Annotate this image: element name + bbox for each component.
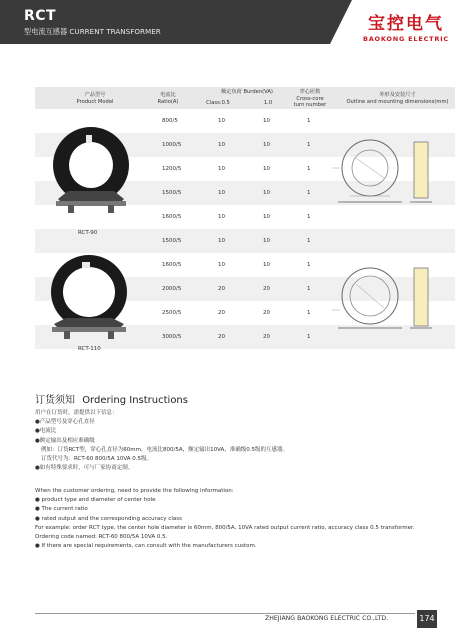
page-header [0,0,471,60]
brand-logo [363,9,449,43]
ordering-text-cn [35,409,455,473]
header-burden: 额定负荷 Burden(VA) [221,89,273,95]
ordering-cn-line: 例如：订货RCT型，穿心孔直径为60mm，电流比800/5A，额定输出10VA，准确级0.5级的互感器。 [41,446,288,453]
table-row: 2500/5 20 20 1 [162,310,311,316]
header-product-model: 产品型号 Product Model [76,92,114,105]
ordering-cn-line: 订货代号为：RCT-60 800/5A 10VA 0.5级。 [41,456,153,463]
ordering-en-line: When the customer ordering, need to provide the following information: [35,488,234,494]
product-photo-rct-110 [44,252,134,342]
footer-company: ZHEJIANG BAOKONG ELECTRIC CO.,LTD. [265,615,389,622]
table-row: 1500/5 10 10 1 [35,181,455,205]
dimension-drawing-rct-90 [330,130,440,212]
page-title: RCT [24,8,57,24]
header-dimensions: 外形及安装尺寸 Outline and mounting dimensions(mm) [346,92,449,105]
ordering-text-en [35,487,455,551]
header-ratio: 电流比 Ratio(A) [157,92,179,105]
model-label-rct-90: RCT-90 [78,230,98,236]
ordering-section-title: 订货须知 Ordering Instructions [35,395,188,406]
table-header [35,87,455,109]
ordering-cn-line: ●额定输出及相应准确级 [35,437,95,444]
table-row: 2000/5 20 20 1 [35,277,455,301]
table-row: 3000/5 20 20 1 [35,325,455,349]
product-photo-rct-90 [48,121,134,219]
model-label-rct-110: RCT-110 [78,346,101,352]
ordering-cn-line: ●电流比 [35,428,57,435]
ordering-en-line: ● If there are special requirements, can consult with the manufacturers custom. [35,543,257,550]
table-row: 1600/5 10 10 1 [162,214,311,220]
ordering-cn-line: ●如有特殊要求时，可与厂家协商定制。 [35,465,134,472]
table-row: 1500/5 10 10 1 [35,229,455,253]
header-class-10: 1.0 [263,100,273,106]
page-subtitle: 型电流互感器 CURRENT TRANSFORMER [24,27,161,36]
ordering-cn-line: 用户在订货时，需提供以下信息： [35,410,118,416]
table-row: 1200/5 10 10 1 [162,166,311,172]
header-turns: 穿心匝数 Cross-core turn number [293,89,327,108]
ordering-en-line: Ordering code named: RCT-60 800/5A 10VA 0.5. [35,534,168,541]
ordering-en-line: ● rated output and the corresponding accuracy class [35,515,182,522]
dimension-drawing-rct-110 [330,258,440,338]
table-row: 1600/5 10 10 1 [162,262,311,268]
ordering-en-line: ● product type and diameter of center hole [35,497,156,504]
page-number: 174 [417,610,437,628]
table-row: 800/5 10 10 1 [162,118,311,124]
footer-divider [35,613,415,614]
brand-name-en: BAOKONG ELECTRIC [362,35,449,43]
header-class-05: Class:0.5 [206,100,230,106]
ordering-en-line: ● The current ratio [35,506,88,513]
table-row: 1000/5 10 10 1 [35,133,455,157]
ordering-en-line: For example: order RCT type, the center hole diameter is 60mm, 800/5A, 10VA rated output current ratio, accuracy class 0.5 transformer. [35,524,415,531]
brand-name-cn: 宝控电气 [367,14,444,34]
ordering-cn-line: ●产品型号及穿心孔直径 [35,419,95,426]
